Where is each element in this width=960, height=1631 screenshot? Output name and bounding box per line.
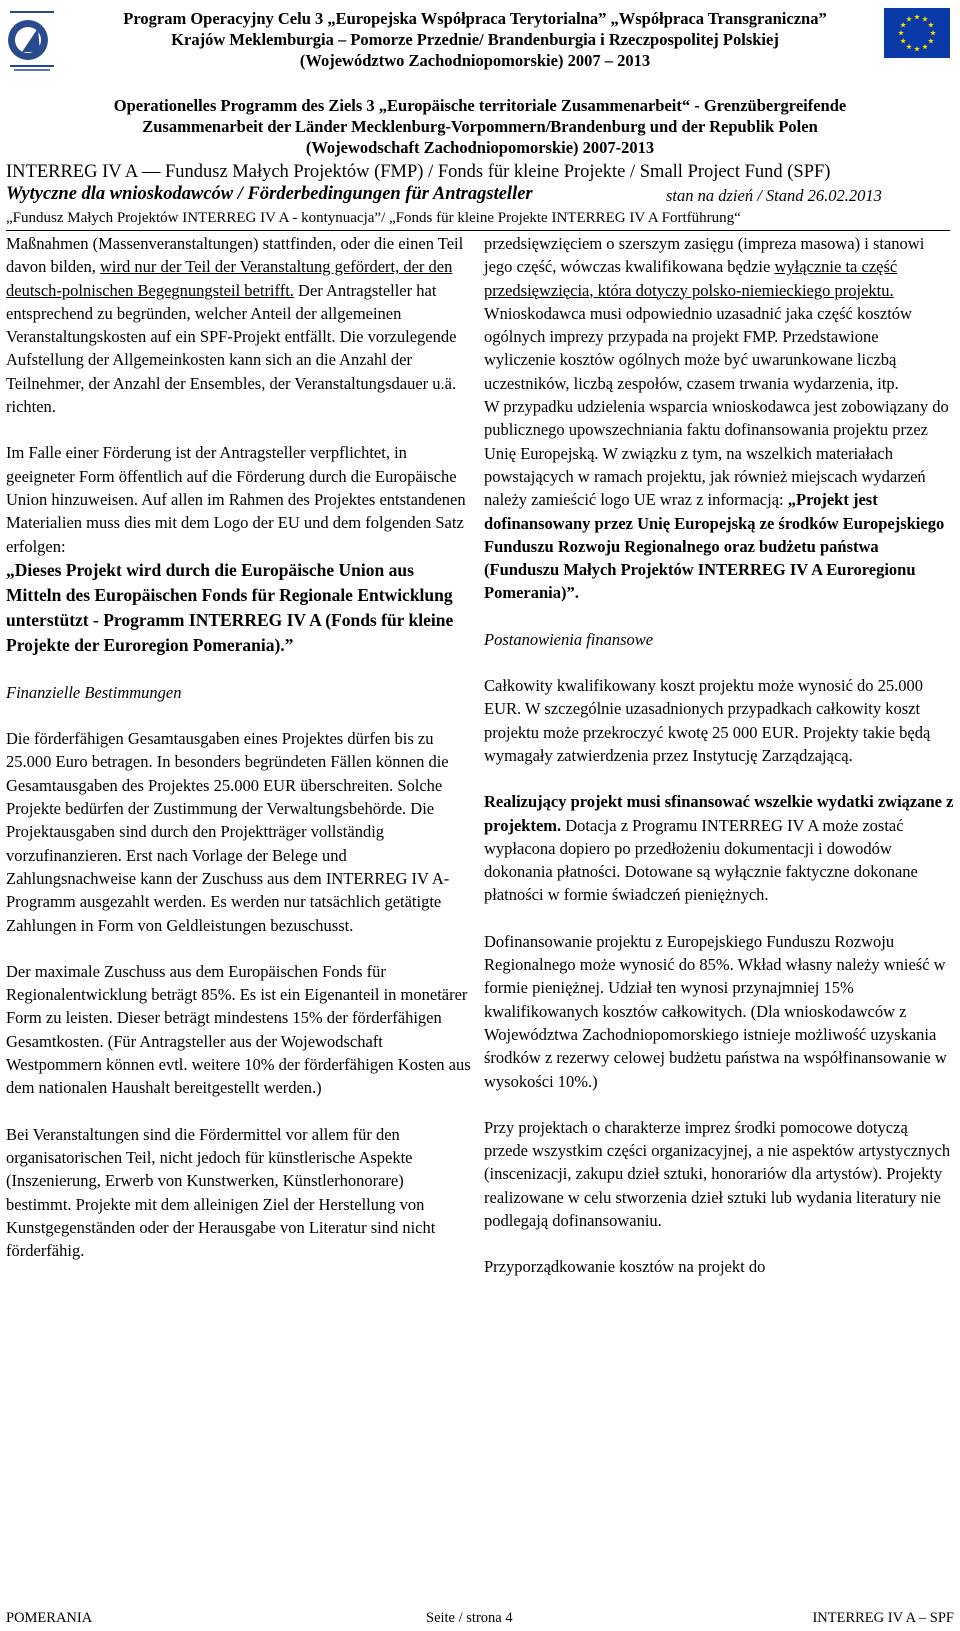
footer-right: INTERREG IV A – SPF [812, 1610, 954, 1626]
polish-paragraph-cost-assignment: Przyporządkowanie kosztów na projekt do [484, 1257, 766, 1277]
polish-paragraph-costs: Całkowity kwalifikowany koszt projektu może wynosić do 25.000 EUR. W szczególnie uzasadnionych przypadkach całkowity koszt projektu może przekroczyć kwotę 25 000 EUR. Projekty takie będą wymagały zatwierdzenia przez Instytucję Zarządzającą. [484, 676, 931, 765]
polish-paragraph-events-funding: Przy projektach o charakterze imprez środki pomocowe dotyczą przede wszystkim części organizacyjnej, a nie aspektów artystycznych (inscenizacji, zakupu dzieł sztuki, honorariów dla artystów). Projekty realizowane w celu stworzenia dzieł sztuki lub wydania literatury nie podlegają dofinansowaniu. [484, 1117, 951, 1230]
fund-title: INTERREG IV A — Fundusz Małych Projektów (FMP) / Fonds für kleine Projekte / Small Project Fund (SPF) [6, 162, 831, 182]
polish-paragraph-prefinancing [484, 790, 954, 906]
polish-text: przedsięwzięciem o szerszym zasięgu (impreza masowa) i stanowi jego część, wówczas kwalifikowana będzie [484, 234, 925, 277]
continuation-line: „Fundusz Małych Projektów INTERREG IV A - kontynuacja”/ „Fonds für kleine Projekte INTERREG IV A Fortführung“ [6, 210, 741, 226]
german-eu-statement: „Dieses Projekt wird durch die Europäische Union aus Mitteln des Europäischen Fonds für Regionale Entwicklung unterstützt - Programm INTERREG IV A (Fonds für kleine Projekte der Euroregion Pomerania).” [6, 559, 454, 655]
german-program-title [20, 95, 940, 158]
polish-underlined-text: wyłącznie ta część przedsięwzięcia, która dotyczy polsko-niemieckiego projektu. [484, 257, 898, 300]
polish-paragraph-justification: Wnioskodawca musi odpowiednio uzasadnić jaka część kosztów ogólnych imprezy przypada na projekt FMP. Przedstawione wyliczenie kosztów ogólnych może być uwarunkowane liczbą uczestników, liczbą zespołów, czasem trwania wydarzenia, itp. [484, 303, 912, 393]
polish-bold-text: Realizujący projekt musi sfinansować wszelkie wydatki związane z projektem. [484, 792, 954, 835]
german-paragraph-events-funding: Bei Veranstaltungen sind die Fördermittel vor allem für den organisatorischen Teil, nicht jedoch für künstlerische Aspekte (Inszenierung, Erwerb von Kunstwerken, Künstlerhonorare) bestimmt. Projekte mit dem alleinigen Ziel der Herstellung von Kunstgegenständen oder der Herausgabe von Literatur sind nicht förderfähig. [6, 1124, 436, 1261]
footer-left: POMERANIA [6, 1610, 93, 1626]
german-finance-heading: Finanzielle Bestimmungen [6, 682, 182, 702]
german-paragraph-publicity: Im Falle einer Förderung ist der Antragsteller verpflichtet, in geeigneter Form öffentlich auf die Förderung durch die Europäische Union hinzuweisen. Auf allen im Rahmen des Projektes entstandenen Materialien muss dies mit dem Logo der EU und dem folgenden Satz erfolgen: [6, 443, 466, 556]
guidelines-title: Wytyczne dla wnioskodawców / Förderbedingungen für Antragsteller [6, 184, 533, 204]
polish-paragraph-funding-rate: Dofinansowanie projektu z Europejskiego Funduszu Rozwoju Regionalnego może wynosić do 85%. Wkład własny należy wnieść w formie pieniężnej. Udział ten wynosi przynajmniej 15% kwalifikowanych kosztów całkowitych. (Dla wnioskodawców z Województwa Zachodniopomorskiego istnieje możliwość uzyskania środków z rezerwy celowej budżetu państwa na współfinansowanie w wysokości 10%.) [484, 931, 947, 1091]
german-column [6, 232, 472, 1262]
german-title-line: Zusammenarbeit der Länder Mecklenburg-Vorpommern/Brandenburg und der Republik Polen [142, 117, 818, 136]
euroregion-pomerania-logo-icon [4, 6, 62, 72]
eu-flag-icon [884, 8, 950, 58]
german-text: Maßnahmen (Massenveranstaltungen) stattfinden, oder die einen Teil davon bilden, [6, 234, 464, 277]
page-number: Seite / strona 4 [426, 1610, 513, 1626]
german-paragraph-events [6, 232, 472, 418]
polish-column [484, 232, 954, 1279]
polish-title-line: (Województwo Zachodniopomorskie) 2007 – 2013 [299, 51, 651, 70]
german-title-line: Operationelles Programm des Ziels 3 „Europäische territoriale Zusammenarbeit“ - Grenzübergreifende [113, 96, 847, 115]
polish-paragraph-events [484, 232, 954, 302]
stand-date: stan na dzień / Stand 26.02.2013 [666, 186, 882, 205]
german-text: Der Antragsteller hat entsprechend zu begründen, welcher Anteil der allgemeinen Veranstaltungskosten auf ein SPF-Projekt entfällt. Die vorzulegende Aufstellung der Allgemeinkosten kann sich an die Anzahl der Teilnehmer, der Anzahl der Ensembles, der Veranstaltungsdauer u.ä. richten. [6, 280, 457, 417]
polish-eu-statement: „Projekt jest dofinansowany przez Unię Europejską ze środków Europejskiego Funduszu Rozwoju Regionalnego oraz budżetu państwa (Funduszu Małych Projektów INTERREG IV A Euroregionu Pomerania)”. [484, 490, 945, 603]
polish-paragraph-publicity [484, 395, 954, 605]
polish-title-line: Program Operacyjny Celu 3 „Europejska Współpraca Terytorialna” „Współpraca Transgraniczna” [123, 9, 827, 28]
german-underlined-text: wird nur der Teil der Veranstaltung gefördert, der den deutsch-polnischen Begegnungsteil betrifft. [6, 257, 453, 300]
polish-program-title [70, 8, 880, 71]
german-paragraph-funding-rate: Der maximale Zuschuss aus dem Europäischen Fonds für Regionalentwicklung beträgt 85%. Es ist ein Eigenanteil in monetärer Form zu leisten. Dieser beträgt mindestens 15% der förderfähigen Gesamtkosten. (Für Antragsteller aus der Wojewodschaft Westpommern können evtl. weitere 10% der förderfähigen Kosten aus dem nationalen Haushalt bereitgestellt werden.) [6, 961, 471, 1098]
polish-title-line: Krajów Meklemburgia – Pomorze Przednie/ Brandenburgia i Rzeczpospolitej Polskiej [171, 30, 779, 49]
polish-finance-heading: Postanowienia finansowe [484, 629, 654, 649]
polish-text: W przypadku udzielenia wsparcia wnioskodawca jest zobowiązany do publicznego upowszechniania faktu dofinansowania projektu przez Unię Europejską. W związku z tym, na wszelkich materiałach powstających w ramach projektu, jak również miejscach wydarzeń należy zamieścić logo UE wraz z informacją: [484, 397, 949, 510]
header-divider [6, 230, 950, 231]
german-paragraph-costs: Die förderfähigen Gesamtausgaben eines Projektes dürfen bis zu 25.000 Euro betragen. In besonders begründeten Fällen können die Gesamtausgaben des Projektes 25.000 EUR überschreiten. Solche Projekte bedürfen der Zustimmung der Verwaltungsbehörde. Die Projektausgaben sind durch den Projektträger vollständig vorzufinanzieren. Erst nach Vorlage der Belege und Zahlungsnachweise kann der Zuschuss aus dem INTERREG IV A-Programm ausgezahlt werden. Es werden nur tatsächlich getätigte Zahlungen in Form von Geldleistungen bezuschusst. [6, 729, 450, 935]
polish-text: Dotacja z Programu INTERREG IV A może zostać wypłacona dopiero po przedłożeniu dokumentacji i dowodów dokonania płatności. Dotowane są wyłącznie faktyczne dokonane płatności w formie świadczeń pieniężnych. [484, 815, 918, 905]
german-title-line: (Wojewodschaft Zachodniopomorskie) 2007-2013 [305, 138, 655, 157]
